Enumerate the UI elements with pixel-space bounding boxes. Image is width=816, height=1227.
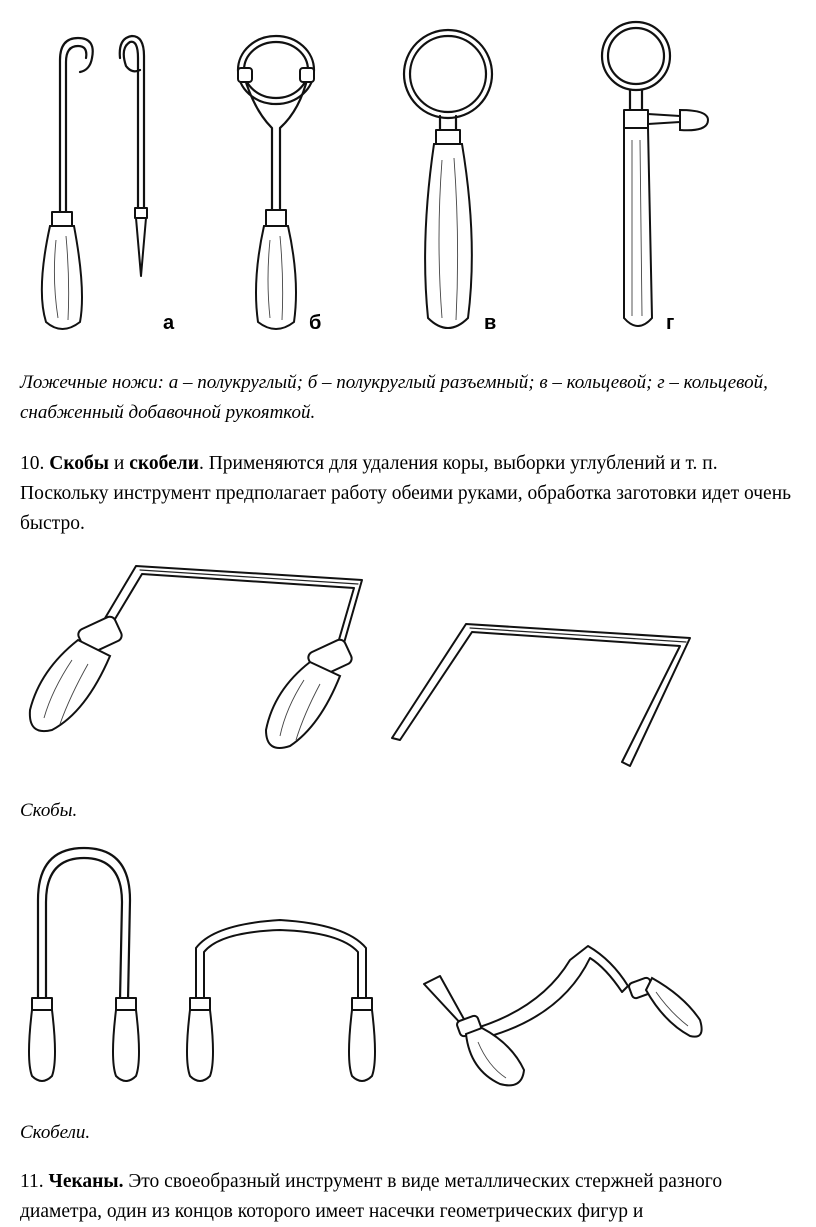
conj-and: и	[109, 453, 130, 474]
section-10-number: 10.	[20, 453, 45, 474]
section-11-number: 11.	[20, 1171, 44, 1192]
term-skoby: Скобы	[49, 453, 110, 474]
skobel-u-shape	[29, 848, 139, 1081]
label-b: б	[309, 312, 322, 334]
term-skobeli: скобели	[129, 453, 199, 474]
section-11-text: Это своеобразный инструмент в виде металлических стержней разного диаметра, один из концов которого имеет насечки геометрических фигур и	[20, 1171, 723, 1222]
paragraph-section-11	[20, 1167, 800, 1227]
term-chekany: Чеканы.	[48, 1171, 124, 1192]
caption-skoby: Скобы.	[20, 800, 78, 821]
skobel-curved	[424, 946, 702, 1085]
label-g: г	[666, 312, 675, 334]
section-10-text: . Применяются для удаления коры, выборки углублений и т. п. Поскольку инструмент предполагает работу обеими руками, обработка заготовки идет очень быстро.	[20, 453, 792, 534]
caption-spoon-knives: Ложечные ножи: а – полукруглый; б – полукруглый разъемный; в – кольцевой; г – кольцевой, снабженный добавочной рукояткой.	[20, 372, 768, 423]
label-v: в	[484, 312, 497, 334]
skobel-rect	[187, 920, 375, 1081]
label-a: а	[163, 312, 175, 334]
caption-skobeli: Скобели.	[20, 1122, 91, 1143]
